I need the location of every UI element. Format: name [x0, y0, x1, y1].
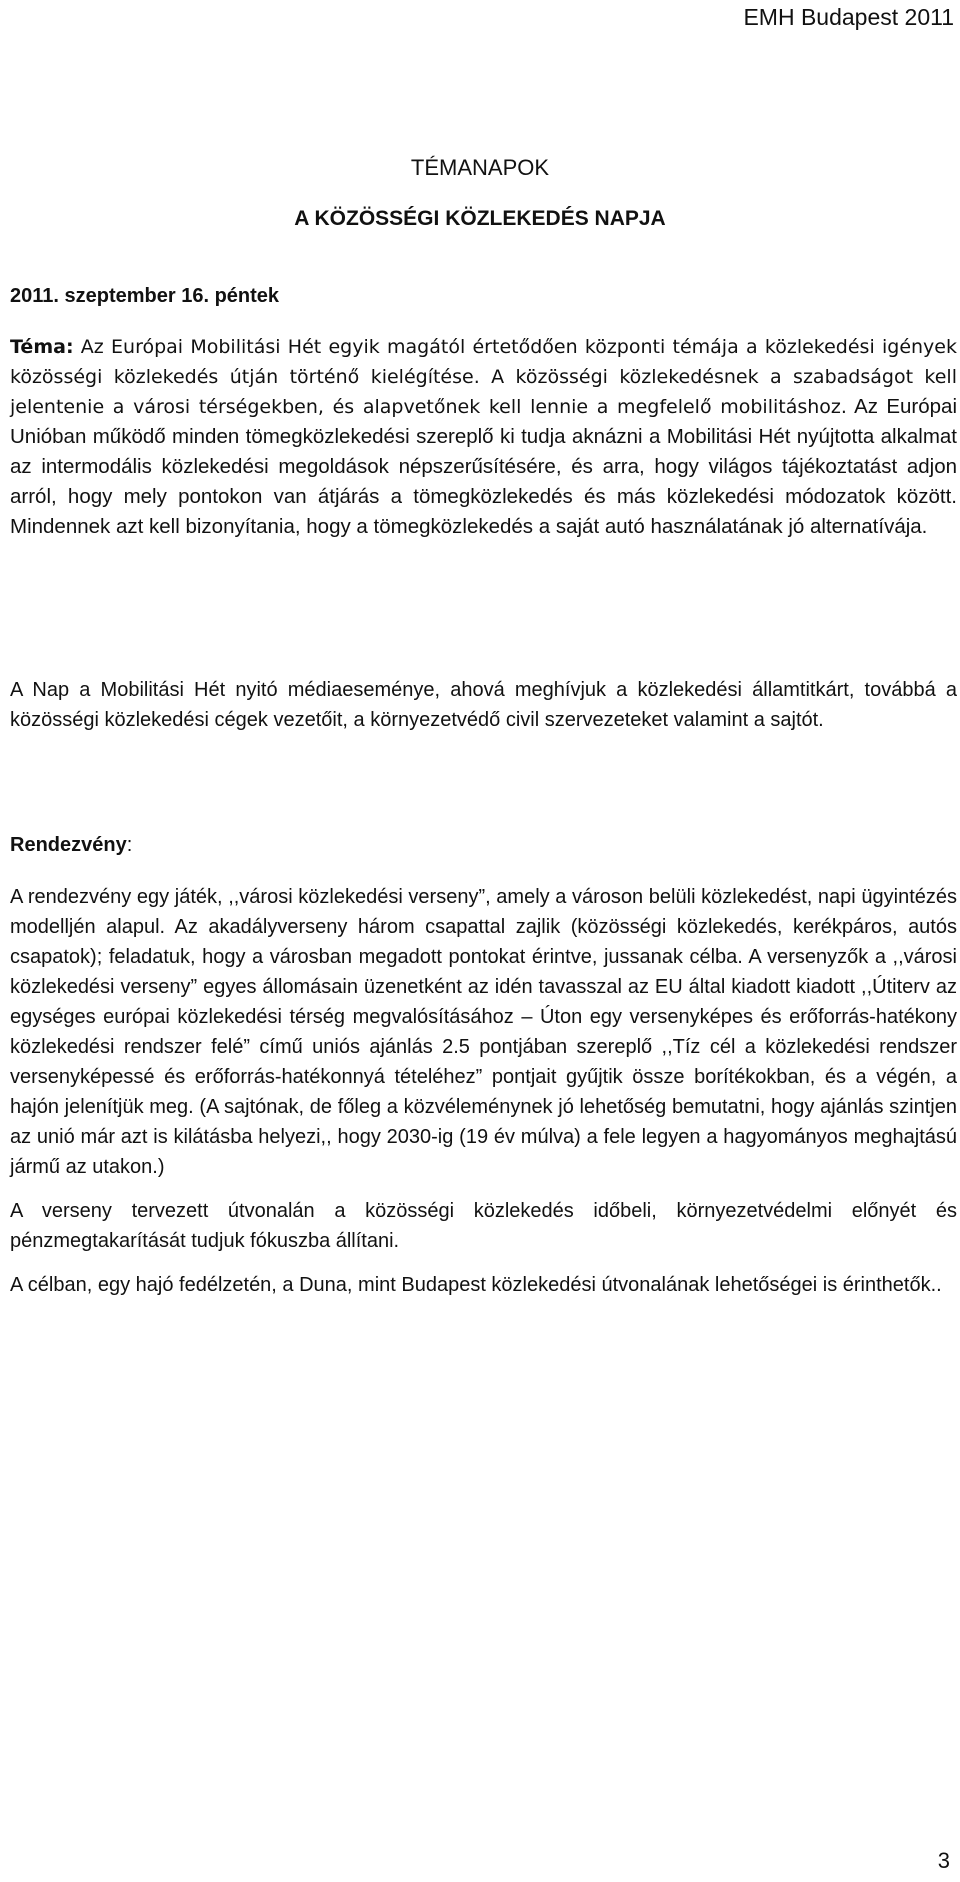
- rendezveny-label: Rendezvény: [10, 834, 127, 856]
- rendezveny-heading: [10, 834, 132, 857]
- running-header: EMH Budapest 2011: [743, 4, 954, 30]
- event-date: 2011. szeptember 16. péntek: [10, 285, 280, 307]
- tema-text-a: Az Európai Mobilitási Hét egyik magától értetődően központi témája a közlekedési igények közösségi közlekedés útján történő kielégítése. A közösségi közlekedésnek a szabadságot kell jelentenie a városi térségekben, és alapvetőnek kell lennie a megfelelő mobilitáshoz.: [10, 336, 957, 418]
- rendezveny-paragraph-2: A verseny tervezett útvonalán a közösségi közlekedés időbeli, környezetvédelmi előnyét és pénzmegtakarítását tudjuk fókuszba állítani.: [10, 1200, 957, 1252]
- tema-paragraph: [10, 332, 957, 542]
- rendezveny-body: [10, 882, 957, 1300]
- page-number: 3: [937, 1848, 950, 1873]
- rendezveny-paragraph-3: A célban, egy hajó fedélzetén, a Duna, mint Budapest közlekedési útvonalának lehetőségei is érinthetők..: [10, 1274, 942, 1296]
- tema-text-b: Az Európai Unióban működő minden tömegközlekedési szereplő ki tudja aknázni a Mobilitási Hét nyújtotta alkalmat az intermodális közlekedési megoldások népszerűsítésére, és arra, hogy világos tájékoztatást adjon arról, hogy mely pontokon van átjárás a tömegközlekedés és más közlekedési módozatok között. Mindennek azt kell bizonyítania, hogy a tömegközlekedés a saját autó használatának jó alternatívája.: [10, 395, 957, 538]
- rendezveny-paragraph-1: A rendezvény egy játék, ,,városi közlekedési verseny”, amely a városon belüli közlekedést, napi ügyintézés modelljén alapul. Az akadályverseny három csapattal zajlik (közösségi közlekedés, kerékpáros, autós csapatok); feladatuk, hogy a városban megadott pontokat érintve, jussanak célba. A versenyzők a ,,városi közlekedési verseny” egyes állomásain üzenetként az idén tavasszal az EU által kiadott kiadott ,,Útiterv az egységes európai közlekedési térség megvalósításához – Úton egy versenyképes és erőforrás-hatékony közlekedési rendszer felé” című uniós ajánlás 2.5 pontjában szereplő ,,Tíz cél a közlekedési rendszer versenyképessé és erőforrás-hatékonnyá tételéhez” pontjait gyűjtik össze borítékokban, és a végén, a hajón jelenítjük meg. (A sajtónak, de főleg a közvéleménynek jó lehetőség bemutatni, hogy ajánlás szintjen az unió már azt is kilátásba helyezi,, hogy 2030-ig (19 év múlva) a fele legyen a hagyományos meghajtású jármű az utakon.): [10, 886, 957, 1178]
- nap-paragraph: A Nap a Mobilitási Hét nyitó médiaeseménye, ahová meghívjuk a közlekedési államtitkárt, továbbá a közösségi közlekedési cégek vezetőit, a környezetvédő civil szervezeteket valamint a sajtót.: [10, 679, 957, 731]
- section-kicker: TÉMANAPOK: [410, 155, 550, 180]
- rendezveny-colon: :: [126, 834, 133, 856]
- page-title: A KÖZÖSSÉGI KÖZLEKEDÉS NAPJA: [294, 207, 666, 230]
- tema-label: Téma:: [10, 336, 74, 358]
